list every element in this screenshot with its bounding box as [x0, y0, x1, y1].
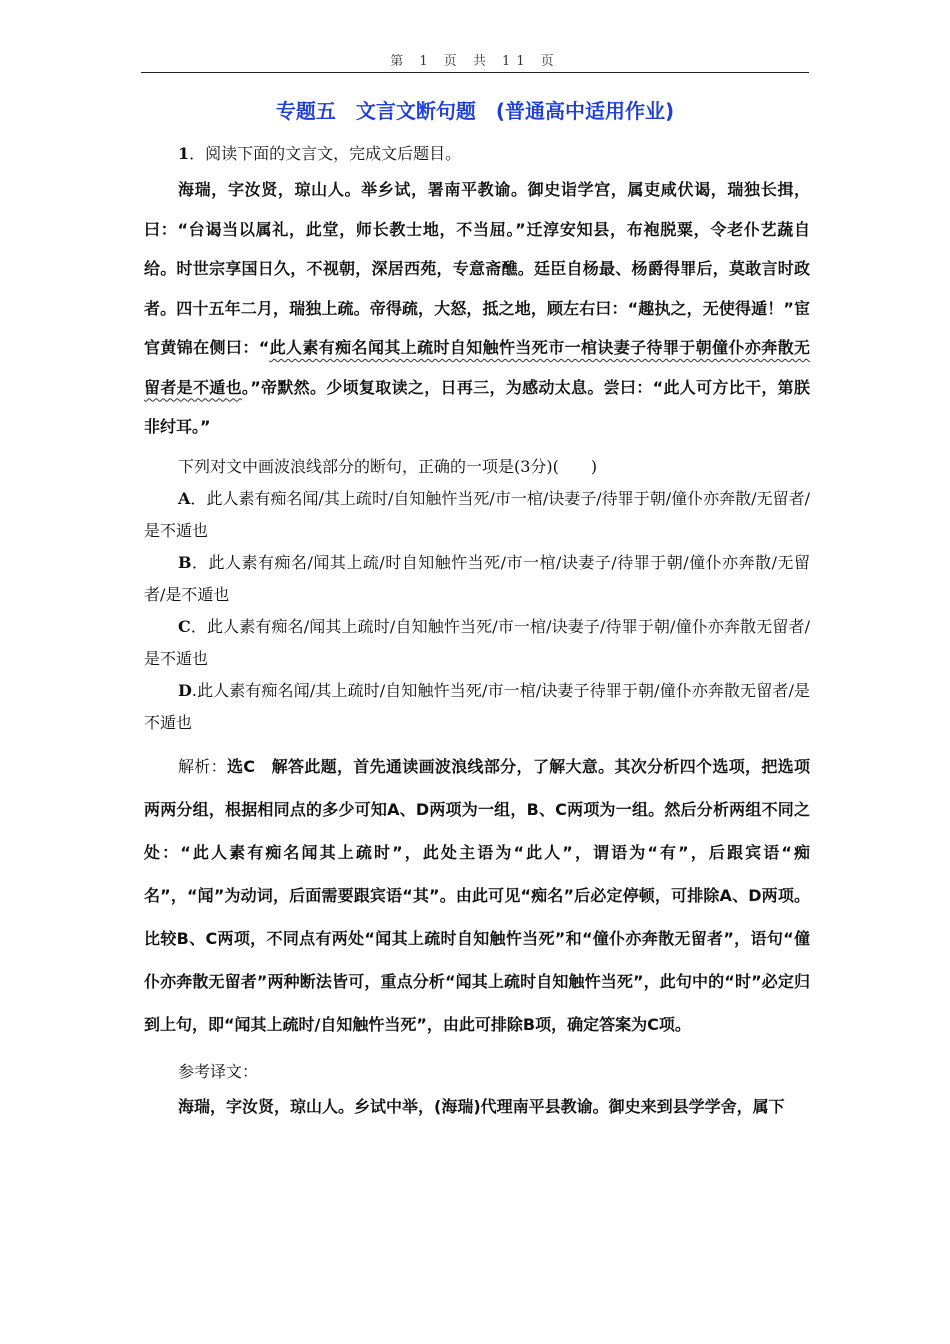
passage-text-before: 海瑞，字汝贤，琼山人。举乡试，署南平教谕。御史诣学宫，属吏咸伏谒，瑞独长揖，曰：“台谒当以属礼，此堂，师长教士地，不当屈。”迁淳安知县，布袍脱粟，令老仆艺蔬自给。时世宗享国日久，不视朝，深居西苑，专意斋醮。廷臣自杨最、杨爵得罪后，莫敢言时政者。四十五年二月，瑞独上疏。帝得疏，大怒，抵之地，顾左右曰：“趣执之，无使得遁！”宦官黄锦在侧曰：“ — [144, 180, 810, 357]
option-c-text: ．此人素有痴名/闻其上疏时/自知触忤当死/市一棺/诀妻子/待罪于朝/僮仆亦奔散无留者/是不遁也 — [144, 616, 810, 668]
option-c — [144, 611, 810, 675]
option-a — [144, 483, 810, 547]
question-prompt — [144, 138, 810, 170]
reference-translation-heading: 参考译文： — [178, 1061, 259, 1081]
option-b — [144, 547, 810, 611]
option-d-letter: D — [178, 680, 192, 700]
option-a-letter: A — [178, 488, 191, 508]
analysis-label: 解析： — [178, 756, 227, 776]
reference-translation-text: 海瑞，字汝贤，琼山人。乡试中举，(海瑞)代理南平县教谕。御史来到县学学舍，属下 — [178, 1096, 785, 1116]
option-b-text: ．此人素有痴名/闻其上疏/时自知触忤当死/市一棺/诀妻子/待罪于朝/僮仆亦奔散/无留者/是不遁也 — [144, 552, 810, 604]
question-stem: 下列对文中画波浪线部分的断句，正确的一项是(3分)( ) — [178, 456, 598, 476]
question-prompt-text: ．阅读下面的文言文，完成文后题目。 — [189, 144, 462, 163]
options-list — [144, 483, 810, 739]
classical-passage — [144, 170, 810, 447]
document-body — [144, 138, 810, 1126]
analysis-section — [144, 745, 810, 1046]
page-header — [141, 52, 809, 73]
question-number: 1 — [178, 144, 190, 163]
option-b-letter: B — [178, 552, 192, 572]
option-a-text: ．此人素有痴名闻/其上疏时/自知触忤当死/市一棺/诀妻子/待罪于朝/僮仆亦奔散/无留者/是不遁也 — [144, 488, 810, 540]
passage-wavy-underlined: 此人素有痴名闻其上疏时自知触忤当死市一棺诀妻子待罪于朝僮仆亦奔散无留者是不遁也 — [144, 338, 810, 397]
option-c-letter: C — [178, 616, 191, 636]
passage-text-after: 。”帝默然。少顷复取读之，日再三，为感动太息。尝曰：“此人可方比干，第朕非纣耳。” — [144, 377, 810, 436]
option-d — [144, 675, 810, 739]
page-number-label: 第 1 页 共 11 页 — [390, 54, 560, 69]
document-title: 专题五 文言文断句题 (普通高中适用作业) — [275, 99, 675, 123]
option-d-text: .此人素有痴名闻/其上疏时/自知触忤当死/市一棺/诀妻子待罪于朝/僮仆亦奔散无留者/是不遁也 — [144, 680, 810, 732]
analysis-text: 选C 解答此题，首先通读画波浪线部分，了解大意。其次分析四个选项，把选项两两分组，根据相同点的多少可知A、D两项为一组，B、C两项为一组。然后分析两组不同之处：“此人素有痴名闻其上疏时”，此处主语为“此人”，谓语为“有”，后跟宾语“痴名”，“闻”为动词，后面需要跟宾语“其”。由此可见“痴名”后必定停顿，可排除A、D两项。比较B、C两项，不同点有两处“闻其上疏时自知触忤当死”和“僮仆亦奔散无留者”，语句“僮仆亦奔散无留者”两种断法皆可，重点分析“闻其上疏时自知触忤当死”，此句中的“时”必定归到上句，即“闻其上疏时/自知触忤当死”，由此可排除B项，确定答案为C项。 — [144, 756, 810, 1034]
